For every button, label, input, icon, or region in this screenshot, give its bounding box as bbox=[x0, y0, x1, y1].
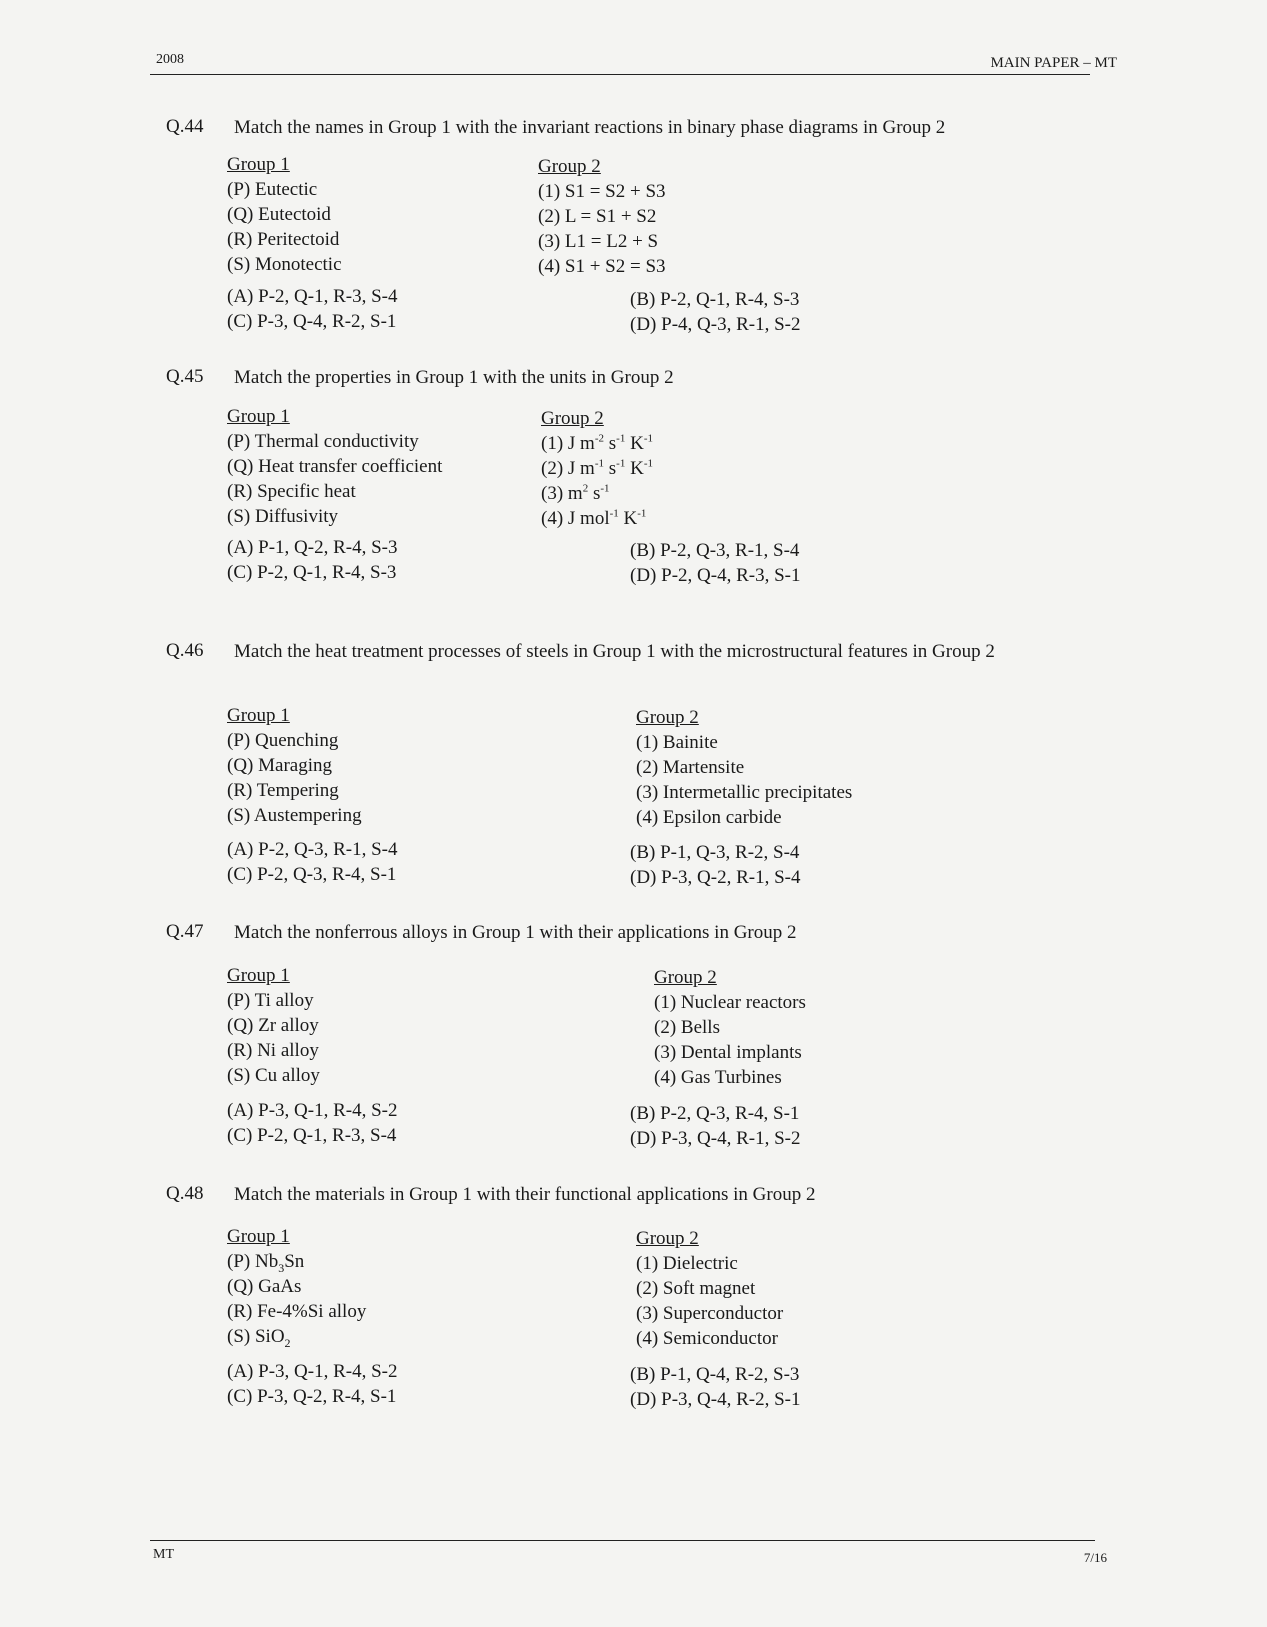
list-item: (P) Ti alloy bbox=[227, 990, 314, 1011]
list-item: (3) L1 = L2 + S bbox=[538, 231, 659, 252]
footer-page-number: 7/16 bbox=[1083, 1550, 1107, 1565]
group-2-list bbox=[541, 406, 653, 531]
list-item: (S) SiO$_2$ bbox=[227, 1326, 291, 1350]
list-item: (3) Intermetallic precipitates bbox=[636, 782, 853, 803]
list-item: (Q) Maraging bbox=[227, 755, 332, 776]
list-item: (4) Gas Turbines bbox=[654, 1067, 782, 1088]
list-item: (2) J $m^{-1}$ $s^{-1}$ $K^{-1}$ bbox=[541, 457, 653, 479]
group-2-list bbox=[636, 705, 852, 830]
list-item: (2) Bells bbox=[654, 1017, 720, 1038]
footer-paper-code: MT bbox=[153, 1547, 174, 1562]
question-text: Match the materials in Group 1 with their functional applications in Group 2 bbox=[234, 1184, 816, 1205]
option-d[interactable]: (D) P-3, Q-4, R-1, S-2 bbox=[630, 1128, 801, 1149]
list-item: (3) Superconductor bbox=[636, 1303, 784, 1324]
group-2-heading: Group 2 bbox=[538, 156, 601, 177]
group-1-heading: Group 1 bbox=[227, 406, 290, 427]
option-d[interactable]: (D) P-4, Q-3, R-1, S-2 bbox=[630, 314, 801, 335]
list-item: (P) $Nb_3Sn$ bbox=[227, 1251, 305, 1275]
group-2-heading: Group 2 bbox=[636, 1228, 699, 1249]
group-2-list bbox=[654, 965, 806, 1090]
list-item: (1) S1 = S2 + S3 bbox=[538, 181, 666, 202]
group-2-list bbox=[636, 1226, 783, 1351]
group-2-heading: Group 2 bbox=[541, 408, 604, 429]
list-item: (R) Tempering bbox=[227, 780, 339, 801]
group-1-list bbox=[227, 703, 362, 828]
option-b[interactable]: (B) P-1, Q-4, R-2, S-3 bbox=[630, 1364, 800, 1385]
question-number: Q.48 bbox=[166, 1183, 204, 1204]
group-1-list bbox=[227, 963, 320, 1088]
option-c[interactable]: (C) P-3, Q-2, R-4, S-1 bbox=[227, 1386, 397, 1407]
option-c[interactable]: (C) P-2, Q-1, R-3, S-4 bbox=[227, 1125, 397, 1146]
list-item: (R) Peritectoid bbox=[227, 229, 340, 250]
question-47 bbox=[166, 921, 1066, 951]
option-c[interactable]: (C) P-2, Q-1, R-4, S-3 bbox=[227, 562, 397, 583]
list-item: (R) Fe-4%Si alloy bbox=[227, 1301, 367, 1322]
group-2-list bbox=[538, 154, 666, 279]
header-rule bbox=[150, 74, 1090, 75]
question-text: Match the heat treatment processes of steels in Group 1 with the microstructural features in Group 2 bbox=[234, 641, 995, 662]
question-46 bbox=[166, 640, 1066, 692]
group-2-heading: Group 2 bbox=[654, 967, 717, 988]
option-c[interactable]: (C) P-3, Q-4, R-2, S-1 bbox=[227, 311, 397, 332]
list-item: (R) Specific heat bbox=[227, 481, 356, 502]
group-1-heading: Group 1 bbox=[227, 1226, 290, 1247]
option-b[interactable]: (B) P-1, Q-3, R-2, S-4 bbox=[630, 842, 800, 863]
question-text: Match the properties in Group 1 with the units in Group 2 bbox=[234, 367, 674, 388]
list-item: (4) Epsilon carbide bbox=[636, 807, 782, 828]
list-item: (Q) GaAs bbox=[227, 1276, 302, 1297]
option-a[interactable]: (A) P-3, Q-1, R-4, S-2 bbox=[227, 1100, 398, 1121]
option-a[interactable]: (A) P-2, Q-1, R-3, S-4 bbox=[227, 286, 398, 307]
header-paper-title: MAIN PAPER – MT bbox=[990, 55, 1117, 71]
header-year: 2008 bbox=[156, 52, 184, 67]
option-c[interactable]: (C) P-2, Q-3, R-4, S-1 bbox=[227, 864, 397, 885]
group-1-list bbox=[227, 152, 342, 277]
list-item: (Q) Eutectoid bbox=[227, 204, 331, 225]
option-b[interactable]: (B) P-2, Q-1, R-4, S-3 bbox=[630, 289, 800, 310]
list-item: (3) Dental implants bbox=[654, 1042, 802, 1063]
question-44 bbox=[166, 116, 1066, 146]
option-d[interactable]: (D) P-2, Q-4, R-3, S-1 bbox=[630, 565, 801, 586]
option-b[interactable]: (B) P-2, Q-3, R-1, S-4 bbox=[630, 540, 800, 561]
group-1-list bbox=[227, 404, 442, 529]
list-item: (2) L = S1 + S2 bbox=[538, 206, 657, 227]
list-item: (4) Semiconductor bbox=[636, 1328, 778, 1349]
list-item: (4) S1 + S2 = S3 bbox=[538, 256, 666, 277]
question-number: Q.46 bbox=[166, 640, 204, 661]
option-a[interactable]: (A) P-3, Q-1, R-4, S-2 bbox=[227, 1361, 398, 1382]
option-d[interactable]: (D) P-3, Q-2, R-1, S-4 bbox=[630, 867, 801, 888]
option-a[interactable]: (A) P-1, Q-2, R-4, S-3 bbox=[227, 537, 398, 558]
group-1-list bbox=[227, 1224, 366, 1349]
group-1-heading: Group 1 bbox=[227, 154, 290, 175]
list-item: (P) Quenching bbox=[227, 730, 339, 751]
question-text: Match the nonferrous alloys in Group 1 with their applications in Group 2 bbox=[234, 922, 797, 943]
list-item: (2) Martensite bbox=[636, 757, 745, 778]
group-1-heading: Group 1 bbox=[227, 965, 290, 986]
list-item: (2) Soft magnet bbox=[636, 1278, 756, 1299]
list-item: (Q) Zr alloy bbox=[227, 1015, 319, 1036]
footer-rule bbox=[150, 1540, 1095, 1541]
list-item: (S) Cu alloy bbox=[227, 1065, 320, 1086]
list-item: (Q) Heat transfer coefficient bbox=[227, 456, 443, 477]
question-45 bbox=[166, 366, 1066, 396]
list-item: (1) Dielectric bbox=[636, 1253, 738, 1274]
list-item: (S) Austempering bbox=[227, 805, 362, 826]
question-text: Match the names in Group 1 with the invariant reactions in binary phase diagrams in Group 2 bbox=[234, 117, 946, 138]
list-item: (S) Diffusivity bbox=[227, 506, 339, 527]
list-item: (4) J mol$^{-1}$ $K^{-1}$ bbox=[541, 507, 647, 529]
list-item: (P) Thermal conductivity bbox=[227, 431, 419, 452]
list-item: (S) Monotectic bbox=[227, 254, 342, 275]
question-number: Q.44 bbox=[166, 116, 204, 137]
list-item: (P) Eutectic bbox=[227, 179, 318, 200]
list-item: (R) Ni alloy bbox=[227, 1040, 319, 1061]
group-1-heading: Group 1 bbox=[227, 705, 290, 726]
question-number: Q.47 bbox=[166, 921, 204, 942]
list-item: (1) Bainite bbox=[636, 732, 718, 753]
option-d[interactable]: (D) P-3, Q-4, R-2, S-1 bbox=[630, 1389, 801, 1410]
list-item: (3) $m^2$ $s^{-1}$ bbox=[541, 482, 610, 504]
list-item: (1) J $m^{-2}$ $s^{-1}$ $K^{-1}$ bbox=[541, 432, 653, 454]
question-48 bbox=[166, 1183, 1066, 1213]
list-item: (1) Nuclear reactors bbox=[654, 992, 806, 1013]
group-2-heading: Group 2 bbox=[636, 707, 699, 728]
option-a[interactable]: (A) P-2, Q-3, R-1, S-4 bbox=[227, 839, 398, 860]
question-number: Q.45 bbox=[166, 366, 204, 387]
option-b[interactable]: (B) P-2, Q-3, R-4, S-1 bbox=[630, 1103, 800, 1124]
